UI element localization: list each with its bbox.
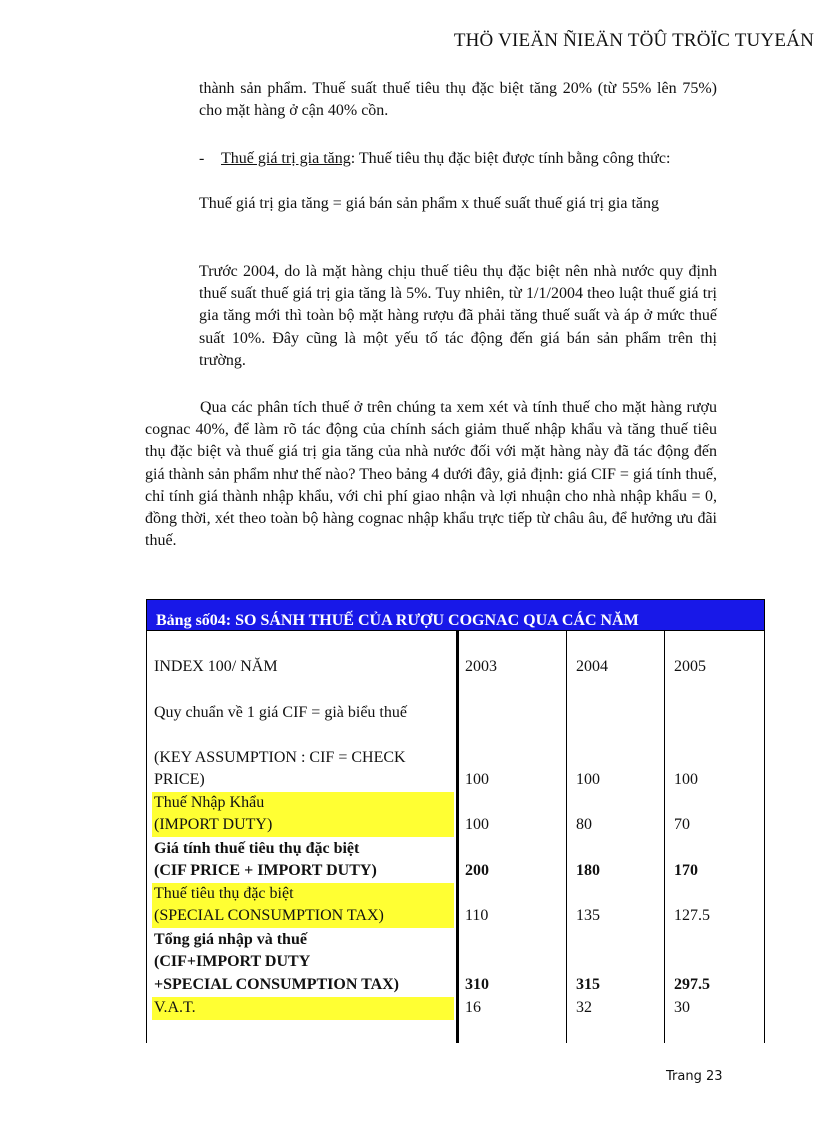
row-cif-label: Quy chuẩn về 1 giá CIF = già biểu thuế <box>154 704 407 721</box>
tax-comparison-table <box>145 599 766 1043</box>
bullet-underlined-term: Thuế giá trị gia tăng <box>221 150 351 167</box>
header-year-2005: 2005 <box>674 658 706 675</box>
row-total-2005: 297.5 <box>674 976 710 993</box>
row-special-tax-label-en: (SPECIAL CONSUMPTION TAX) <box>154 907 384 924</box>
header-year-2004: 2004 <box>576 658 608 675</box>
row-taxable-price-2005: 170 <box>674 862 698 879</box>
row-total-2004: 315 <box>576 976 600 993</box>
row-import-duty-2004: 80 <box>576 816 592 833</box>
row-special-tax-2005: 127.5 <box>674 907 710 924</box>
bullet-dash: - <box>199 150 205 167</box>
row-total-label: Tổng giá nhập và thuế <box>154 931 307 948</box>
row-total-label-line3: +SPECIAL CONSUMPTION TAX) <box>154 976 399 993</box>
row-special-tax-2004: 135 <box>576 907 600 924</box>
row-import-duty-2003: 100 <box>465 816 489 833</box>
header-label: INDEX 100/ NĂM <box>154 658 278 675</box>
bullet-vat <box>199 148 717 170</box>
row-vat-2004: 32 <box>576 999 592 1016</box>
row-taxable-price-label: Giá tính thuế tiêu thụ đặc biệt <box>154 840 360 857</box>
row-total-2003: 310 <box>465 976 489 993</box>
row-taxable-price-label-en: (CIF PRICE + IMPORT DUTY) <box>154 862 377 879</box>
row-total-label-line2: (CIF+IMPORT DUTY <box>154 953 311 970</box>
paragraph-intro: thành sản phẩm. Thuế suất thuế tiêu thụ đặc biệt tăng 20% (từ 55% lên 75%) cho mặt hàng ở cận 40% cồn. <box>199 80 717 120</box>
site-header-title: THÖ VIEÄN ÑIEÄN TÖÛ TRÖÏC TUYEÁN <box>453 30 814 51</box>
table-border-left <box>146 631 147 1043</box>
row-cif-label-en: (KEY ASSUMPTION : CIF = CHECK PRICE) <box>154 749 406 789</box>
paragraph-before-2004: Trước 2004, do là mặt hàng chịu thuế tiêu thụ đặc biệt nên nhà nước quy định thuế suất thuế giá trị gia tăng là 5%. Tuy nhiên, từ 1/1/2004 theo luật thuế giá trị gia tăng mới thì toàn bộ mặt hàng rượu đã phải tăng thuế suất và áp ở mức thuế suất 10%. Đây cũng là một yếu tố tác động đến giá bán sản phẩm trên thị trường. <box>199 263 717 369</box>
row-taxable-price-2003: 200 <box>465 862 489 879</box>
row-import-duty-label-en: (IMPORT DUTY) <box>154 816 273 833</box>
header-year-2003: 2003 <box>465 658 497 675</box>
table-title-bar <box>146 599 765 631</box>
row-special-tax-label: Thuế tiêu thụ đặc biệt <box>154 885 294 902</box>
row-vat-2005: 30 <box>674 999 690 1016</box>
paragraph-analysis: Qua các phân tích thuế ở trên chúng ta xem xét và tính thuế cho mặt hàng rượu cognac 40%, để làm rõ tác động của chính sách giảm thuế nhập khẩu và tăng thuế tiêu thụ đặc biệt và thuế giá trị gia tăng của nhà nước đối với mặt hàng này đã tác động đến giá thành sản phẩm như thế nào? Theo bảng 4 dưới đây, giả định: giá CIF = giá tính thuế, chỉ tính giá thành nhập khẩu, với chi phí giao nhận và lợi nhuận cho nhà nhập khẩu = 0, đồng thời, xét theo toàn bộ hàng cognac nhập khẩu trực tiếp từ châu âu, để hưởng ưu đãi thuế. <box>145 399 717 550</box>
page-number: Trang 23 <box>666 1069 723 1084</box>
row-cif-2003: 100 <box>465 771 489 788</box>
table-divider-2004 <box>566 631 567 1043</box>
row-vat-2003: 16 <box>465 999 481 1016</box>
row-vat-label: V.A.T. <box>154 999 196 1016</box>
row-import-duty-2005: 70 <box>674 816 690 833</box>
row-taxable-price-2004: 180 <box>576 862 600 879</box>
row-import-duty-label: Thuế Nhập Khẩu <box>154 794 265 811</box>
table-divider-2005 <box>664 631 665 1043</box>
row-cif-2005: 100 <box>674 771 698 788</box>
table-border-right <box>764 631 765 1043</box>
table-title: Bảng số04: SO SÁNH THUẾ CỦA RƯỢU COGNAC QUA CÁC NĂM <box>156 612 639 629</box>
table-divider-label <box>456 631 459 1043</box>
row-cif-2004: 100 <box>576 771 600 788</box>
paragraph-vat-formula: Thuế giá trị gia tăng = giá bán sản phẩm x thuế suất thuế giá trị gia tăng <box>199 195 660 212</box>
bullet-rest: : Thuế tiêu thụ đặc biệt được tính bằng công thức: <box>350 150 671 167</box>
row-special-tax-2003: 110 <box>465 907 489 924</box>
bullet-text <box>221 148 717 170</box>
